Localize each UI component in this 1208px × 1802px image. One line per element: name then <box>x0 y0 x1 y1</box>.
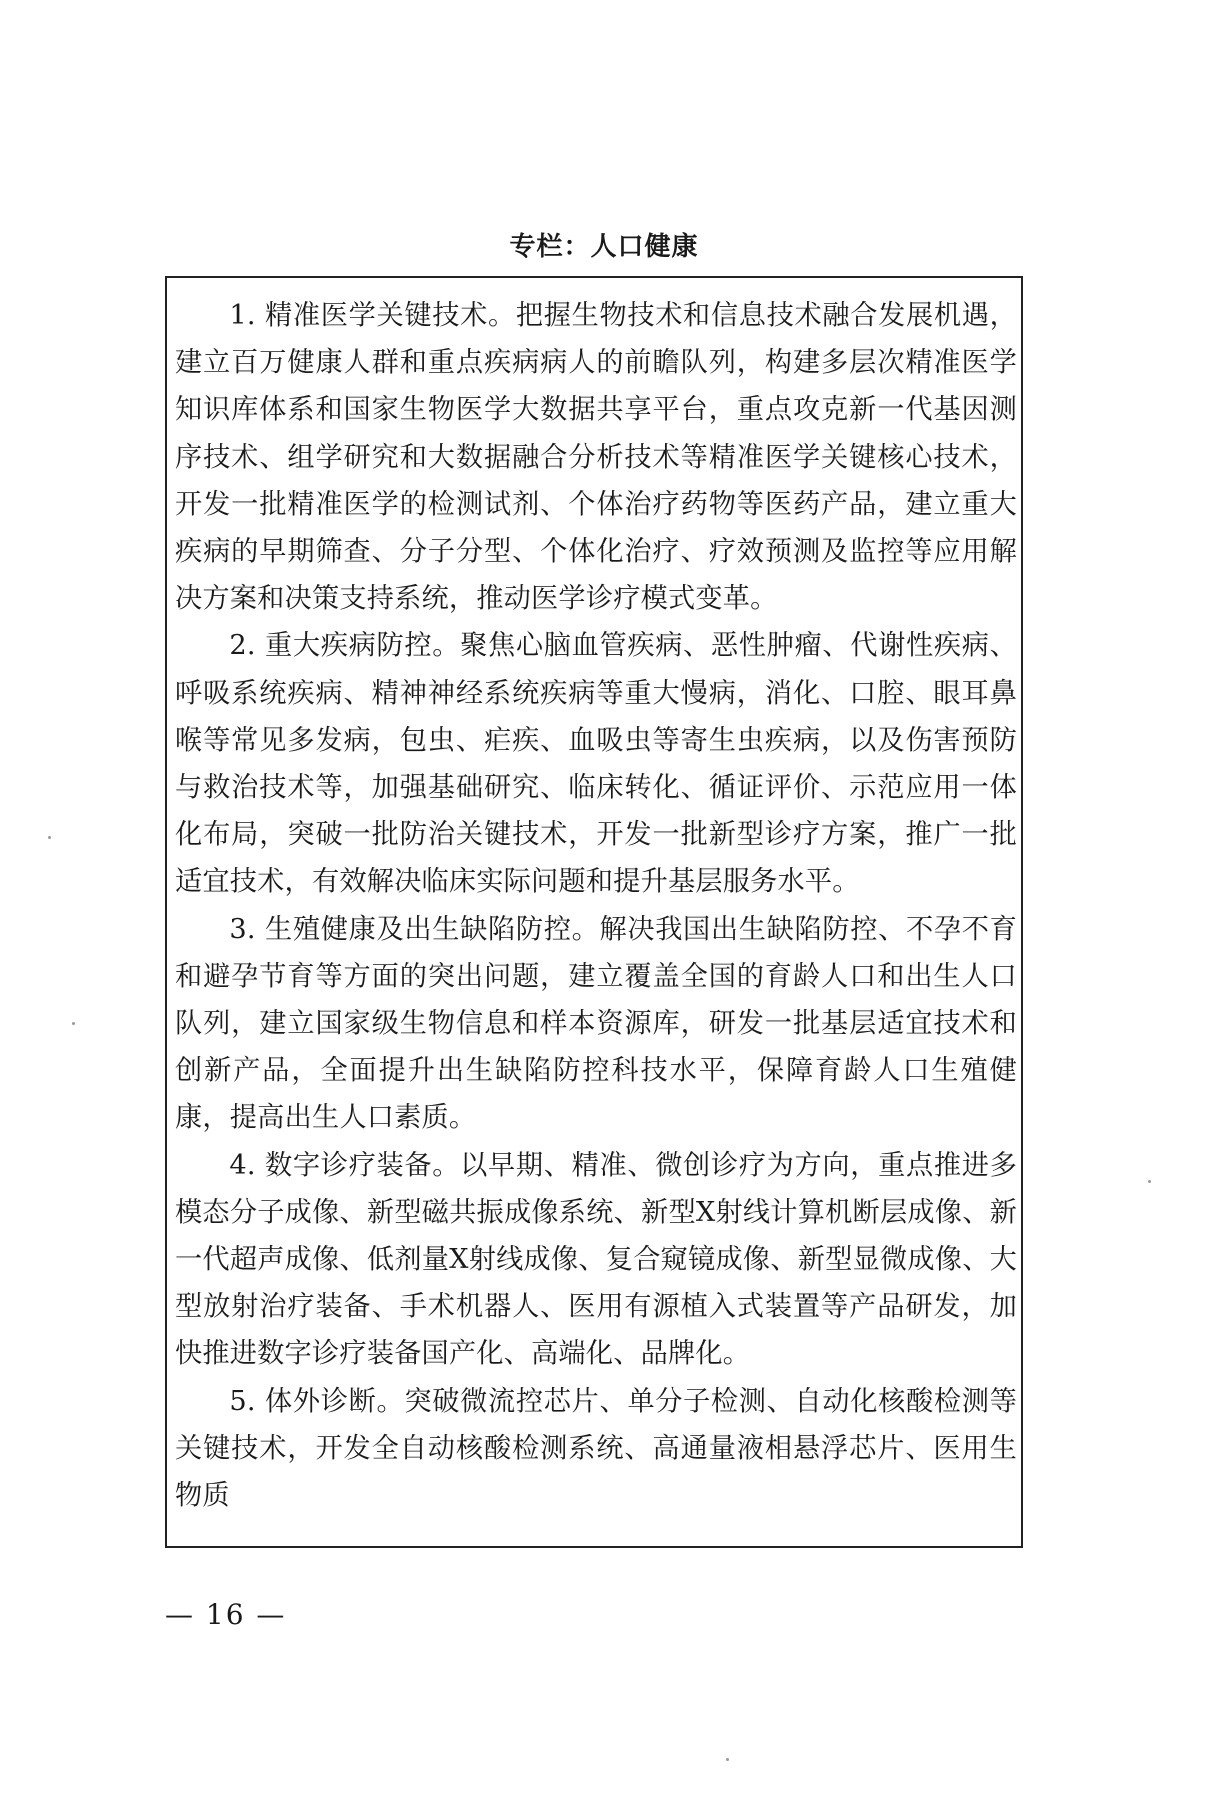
page-number: — 16 — <box>165 1598 287 1631</box>
scan-speck <box>48 836 51 839</box>
paragraph-in-vitro-diagnosis: 5. 体外诊断。突破微流控芯片、单分子检测、自动化核酸检测等关键技术，开发全自动核酸检测系统、高通量液相悬浮芯片、医用生物质 <box>175 1385 1017 1512</box>
paragraph-reproductive-health: 3. 生殖健康及出生缺陷防控。解决我国出生缺陷防控、不孕不育和避孕节育等方面的突出问题，建立覆盖全国的育龄人口和出生人口队列，建立国家级生物信息和样本资源库，研发一批基层适宜技术和创新产品，全面提升出生缺陷防控科技水平，保障育龄人口生殖健康，提高出生人口素质。 <box>175 913 1017 1134</box>
paragraph-precision-medicine: 1. 精准医学关键技术。把握生物技术和信息技术融合发展机遇，建立百万健康人群和重点疾病病人的前瞻队列，构建多层次精准医学知识库体系和国家生物医学大数据共享平台，重点攻克新一代基因测序技术、组学研究和大数据融合分析技术等精准医学关键核心技术，开发一批精准医学的检测试剂、个体治疗药物等医药产品，建立重大疾病的早期筛查、分子分型、个体化治疗、疗效预测及监控等应用解决方案和决策支持系统，推动医学诊疗模式变革。 <box>175 300 1017 615</box>
column-box <box>165 276 1023 1548</box>
scan-speck <box>1148 1180 1151 1183</box>
scan-speck <box>72 1022 75 1025</box>
paragraph-major-disease-control: 2. 重大疾病防控。聚焦心脑血管疾病、恶性肿瘤、代谢性疾病、呼吸系统疾病、精神神经系统疾病等重大慢病，消化、口腔、眼耳鼻喉等常见多发病，包虫、疟疾、血吸虫等寄生虫疾病，以及伤害预防与救治技术等，加强基础研究、临床转化、循证评价、示范应用一体化布局，突破一批防治关键技术，开发一批新型诊疗方案，推广一批适宜技术，有效解决临床实际问题和提升基层服务水平。 <box>175 630 1017 898</box>
paragraph-digital-diagnosis-equipment: 4. 数字诊疗装备。以早期、精准、微创诊疗为方向，重点推进多模态分子成像、新型磁共振成像系统、新型X射线计算机断层成像、新一代超声成像、低剂量X射线成像、复合窥镜成像、新型显微成像、大型放射治疗装备、手术机器人、医用有源植入式装置等产品研发，加快推进数字诊疗装备国产化、高端化、品牌化。 <box>175 1149 1017 1370</box>
column-title: 专栏：人口健康 <box>509 232 699 262</box>
scan-speck <box>726 1758 729 1761</box>
